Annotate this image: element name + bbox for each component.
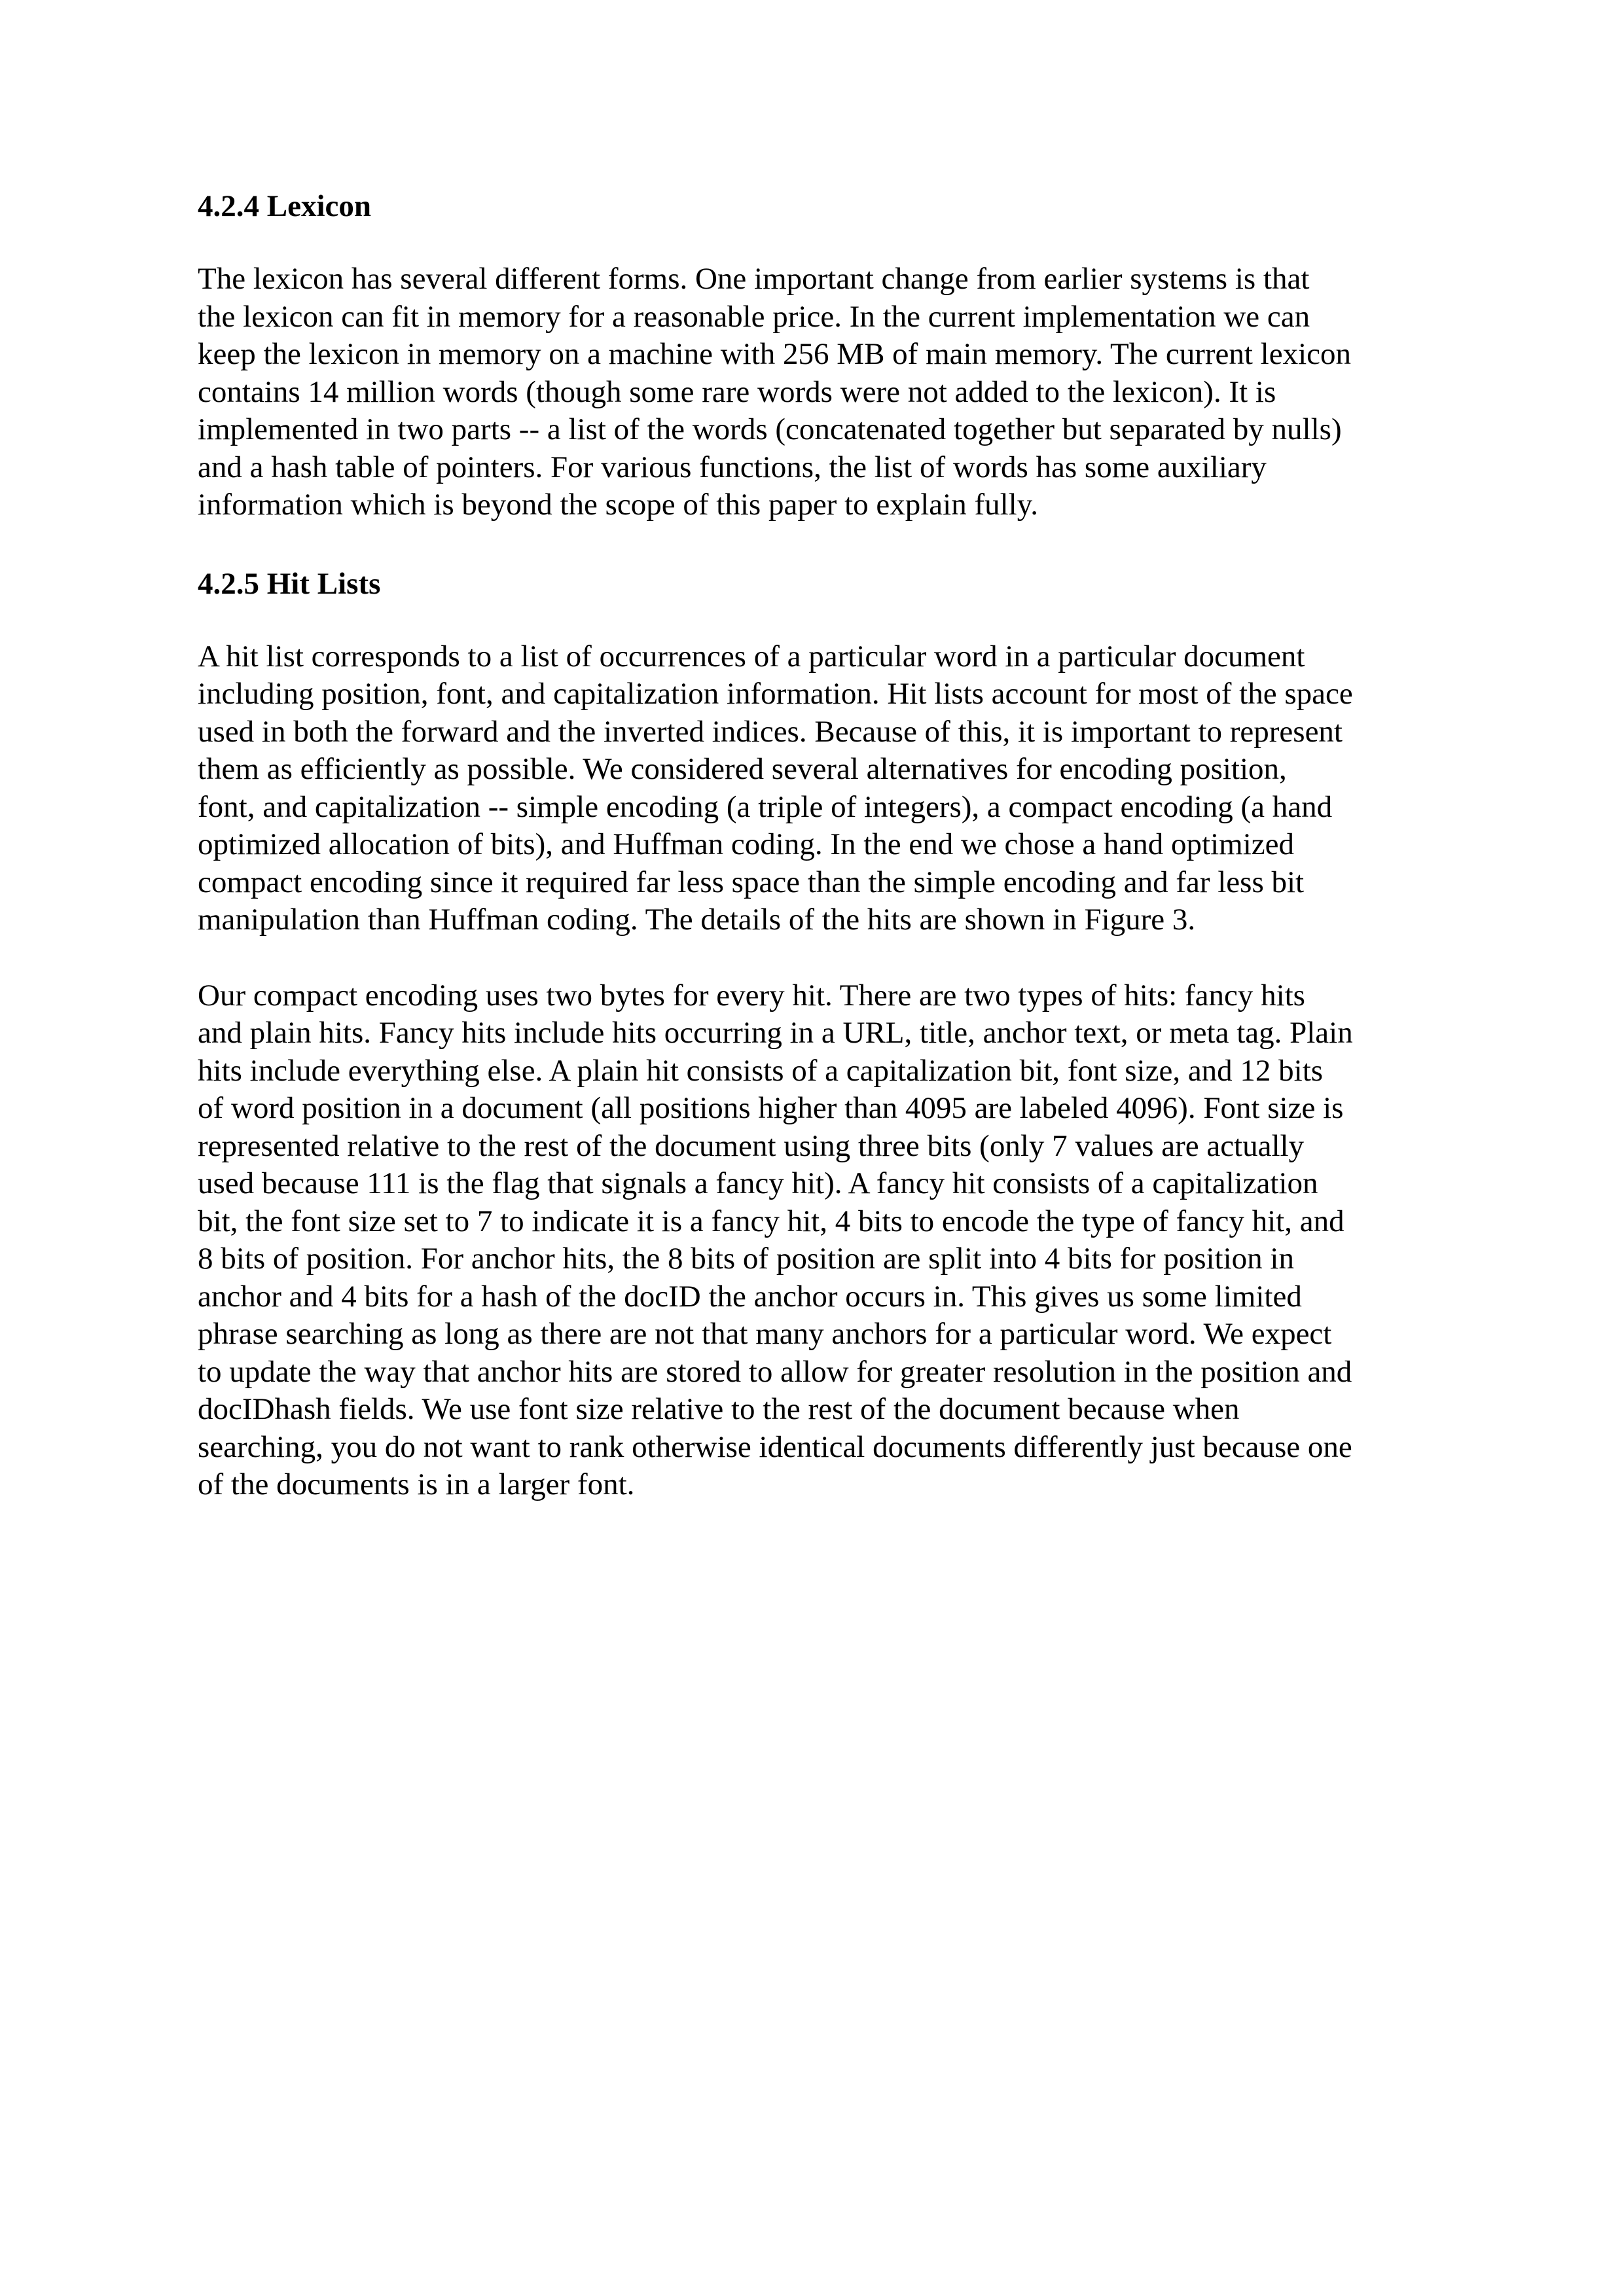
text-line: 8 bits of position. For anchor hits, the 8 bits of position are split into 4 bits for position in [198, 1242, 1294, 1276]
text-line: of the documents is in a larger font. [198, 1467, 635, 1501]
text-line: and plain hits. Fancy hits include hits occurring in a URL, title, anchor text, or meta tag. Plain [198, 1016, 1353, 1050]
text-line: manipulation than Huffman coding. The details of the hits are shown in Figure 3. [198, 903, 1196, 937]
text-line: optimized allocation of bits), and Huffman coding. In the end we chose a hand optimized [198, 827, 1294, 861]
text-line: bit, the font size set to 7 to indicate it is a fancy hit, 4 bits to encode the type of fancy hit, and [198, 1204, 1344, 1238]
text-line: phrase searching as long as there are not that many anchors for a particular word. We expect [198, 1317, 1332, 1351]
text-line: The lexicon has several different forms. One important change from earlier systems is that [198, 262, 1310, 296]
lexicon-paragraph [198, 260, 1441, 524]
text-line: used in both the forward and the inverted indices. Because of this, it is important to represent [198, 714, 1343, 749]
hit-lists-paragraph-1 [198, 638, 1441, 939]
text-line: to update the way that anchor hits are stored to allow for greater resolution in the position and [198, 1354, 1352, 1389]
text-line: of word position in a document (all positions higher than 4095 are labeled 4096). Font size is [198, 1091, 1344, 1125]
document-page [198, 187, 1441, 1504]
hit-lists-paragraph-2 [198, 977, 1441, 1504]
text-line: anchor and 4 bits for a hash of the docID the anchor occurs in. This gives us some limited [198, 1279, 1302, 1314]
text-line: docIDhash fields. We use font size relative to the rest of the document because when [198, 1392, 1240, 1426]
text-line: A hit list corresponds to a list of occurrences of a particular word in a particular document [198, 639, 1305, 673]
text-line: used because 111 is the flag that signals a fancy hit). A fancy hit consists of a capitalization [198, 1166, 1318, 1200]
text-line: them as efficiently as possible. We considered several alternatives for encoding position, [198, 752, 1287, 786]
text-line: the lexicon can fit in memory for a reasonable price. In the current implementation we can [198, 299, 1310, 334]
text-line: Our compact encoding uses two bytes for every hit. There are two types of hits: fancy hits [198, 978, 1305, 1013]
text-line: represented relative to the rest of the document using three bits (only 7 values are actually [198, 1128, 1305, 1163]
text-line: including position, font, and capitalization information. Hit lists account for most of the space [198, 677, 1353, 711]
text-line: contains 14 million words (though some rare words were not added to the lexicon). It is [198, 374, 1276, 409]
section-heading-hit-lists: 4.2.5 Hit Lists [198, 566, 381, 601]
text-line: keep the lexicon in memory on a machine with 256 MB of main memory. The current lexicon [198, 337, 1352, 371]
text-line: and a hash table of pointers. For various functions, the list of words has some auxiliary [198, 450, 1267, 484]
text-line: hits include everything else. A plain hit consists of a capitalization bit, font size, and 12 bits [198, 1053, 1324, 1088]
text-line: information which is beyond the scope of this paper to explain fully. [198, 488, 1038, 522]
text-line: searching, you do not want to rank otherwise identical documents differently just because one [198, 1429, 1352, 1464]
text-line: font, and capitalization -- simple encoding (a triple of integers), a compact encoding (a hand [198, 789, 1333, 824]
text-line: implemented in two parts -- a list of the words (concatenated together but separated by nulls) [198, 412, 1342, 446]
section-heading-lexicon: 4.2.4 Lexicon [198, 189, 372, 223]
text-line: compact encoding since it required far less space than the simple encoding and far less bit [198, 865, 1305, 899]
